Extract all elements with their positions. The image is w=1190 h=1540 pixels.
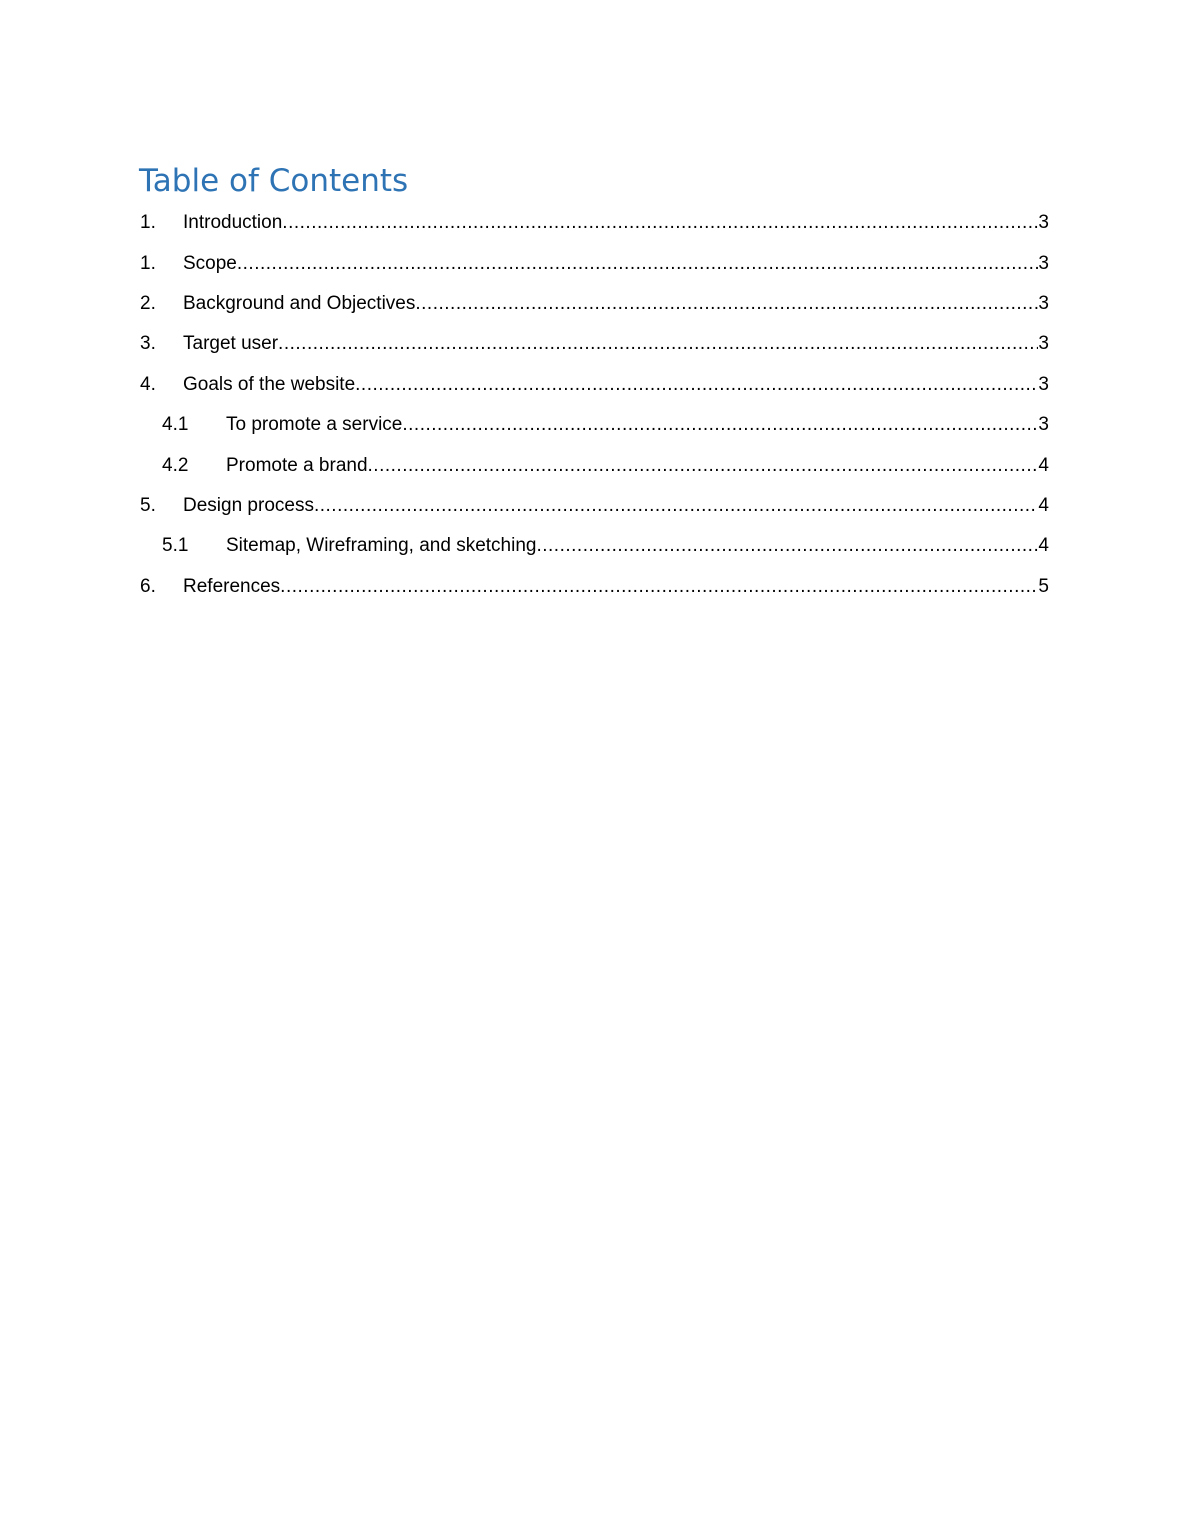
toc-entry-scope[interactable] [140, 243, 1049, 283]
toc-entry-page-number: 3 [1038, 212, 1049, 234]
toc-entry-text: Scope [183, 252, 237, 274]
toc-entry-number: 4.1 [162, 414, 189, 436]
toc-title: Table of Contents [139, 163, 409, 199]
toc-entry-page-number: 4 [1038, 494, 1049, 516]
toc-entry-text: To promote a service [226, 414, 403, 436]
toc-dot-leader [536, 534, 1038, 558]
toc-entry-text: Target user [183, 333, 279, 355]
toc-entry-sitemap-wireframing-sketching[interactable] [140, 526, 1049, 566]
toc-entry-page-number: 4 [1038, 454, 1049, 476]
toc-entry-number: 5. [140, 494, 156, 516]
toc-dot-leader [402, 413, 1038, 437]
toc-entry-page-number: 3 [1038, 414, 1049, 436]
toc-entry-number: 4.2 [162, 454, 189, 476]
toc-entry-number: 6. [140, 575, 156, 597]
toc-entry-page-number: 4 [1038, 535, 1049, 557]
toc-entry-number: 1. [140, 212, 156, 234]
toc-entry-text: Sitemap, Wireframing, and sketching [226, 535, 537, 557]
toc-dot-leader [314, 494, 1038, 518]
toc-entry-introduction[interactable] [140, 203, 1049, 243]
toc-entry-number: 3. [140, 333, 156, 355]
toc-entry-to-promote-a-service[interactable] [140, 405, 1049, 445]
toc-entry-design-process[interactable] [140, 486, 1049, 526]
toc-dot-leader [282, 211, 1038, 235]
toc-entry-text: Promote a brand [226, 454, 368, 476]
toc-entry-text: Goals of the website [183, 373, 356, 395]
toc-entry-number: 2. [140, 292, 156, 314]
toc-entry-text: References [183, 575, 281, 597]
toc-entry-text: Design process [183, 494, 314, 516]
toc-entry-page-number: 5 [1038, 575, 1049, 597]
toc-dot-leader [368, 454, 1039, 478]
toc-entry-number: 5.1 [162, 535, 189, 557]
toc-dot-leader [280, 575, 1038, 599]
toc-dot-leader [237, 252, 1039, 276]
toc-dot-leader [278, 332, 1038, 356]
toc-entry-page-number: 3 [1038, 333, 1049, 355]
toc-entry-page-number: 3 [1038, 292, 1049, 314]
toc-entry-target-user[interactable] [140, 324, 1049, 364]
toc-entry-text: Introduction [183, 212, 283, 234]
toc-entry-number: 4. [140, 373, 156, 395]
toc-entry-references[interactable] [140, 567, 1049, 607]
toc-entry-page-number: 3 [1038, 373, 1049, 395]
toc-entry-promote-a-brand[interactable] [140, 445, 1049, 485]
toc-entry-page-number: 3 [1038, 252, 1049, 274]
toc-dot-leader [355, 373, 1038, 397]
toc-entry-background-and-objectives[interactable] [140, 284, 1049, 324]
toc-entry-goals-of-the-website[interactable] [140, 365, 1049, 405]
toc-dot-leader [415, 292, 1038, 316]
toc-list [140, 203, 1049, 607]
toc-entry-number: 1. [140, 252, 156, 274]
toc-entry-text: Background and Objectives [183, 292, 416, 314]
